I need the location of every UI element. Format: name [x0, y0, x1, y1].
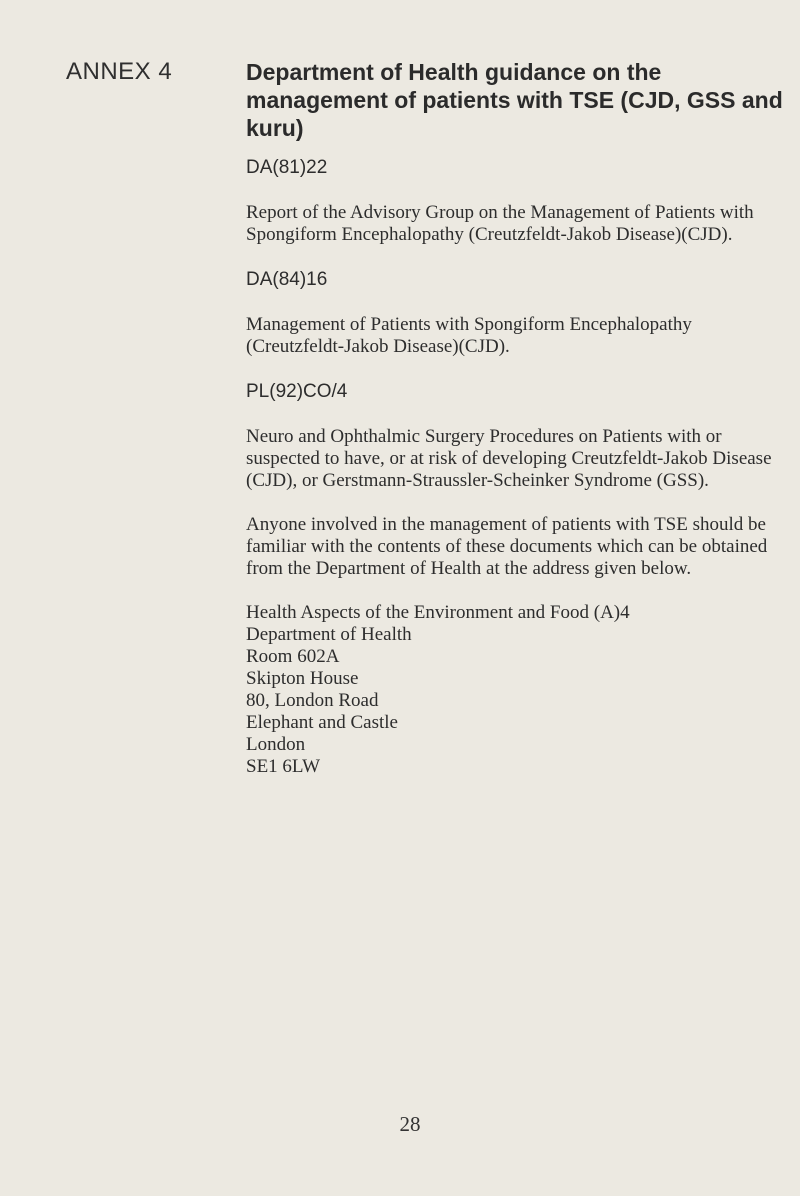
address-line: Health Aspects of the Environment and Food (A)4: [246, 602, 630, 623]
address-line: Elephant and Castle: [246, 712, 398, 733]
address-line: Room 602A: [246, 646, 340, 667]
document-title: Neuro and Ophthalmic Surgery Procedures on Patients with or suspected to have, or at risk of developing Creutzfeldt-Jakob Disease (CJD), or Gerstmann-Straussler-Scheinker Syndrome (GSS).: [246, 426, 772, 491]
page-number: 28: [399, 1112, 421, 1136]
address-line: Skipton House: [246, 668, 359, 689]
document-item-3: [246, 380, 786, 492]
main-content: [246, 58, 786, 778]
document-title: Report of the Advisory Group on the Management of Patients with Spongiform Encephalopathy (Creutzfeldt-Jakob Disease)(CJD).: [246, 202, 754, 245]
annex-label: ANNEX 4: [66, 58, 173, 85]
address-line: London: [246, 734, 306, 755]
document-item-1: [246, 156, 786, 246]
document-title: Management of Patients with Spongiform Encephalopathy (Creutzfeldt-Jakob Disease)(CJD).: [246, 314, 692, 357]
page-title: Department of Health guidance on the management of patients with TSE (CJD, GSS and kuru): [246, 59, 783, 141]
document-item-2: [246, 268, 786, 358]
guidance-note: Anyone involved in the management of patients with TSE should be familiar with the contents of these documents which can be obtained from the Department of Health at the address given below.: [246, 514, 768, 579]
address-line: 80, London Road: [246, 690, 379, 711]
document-ref: DA(84)16: [246, 269, 328, 290]
postal-address: [246, 602, 786, 778]
address-line: SE1 6LW: [246, 756, 321, 777]
document-ref: DA(81)22: [246, 157, 328, 178]
document-ref: PL(92)CO/4: [246, 381, 348, 402]
address-line: Department of Health: [246, 624, 412, 645]
